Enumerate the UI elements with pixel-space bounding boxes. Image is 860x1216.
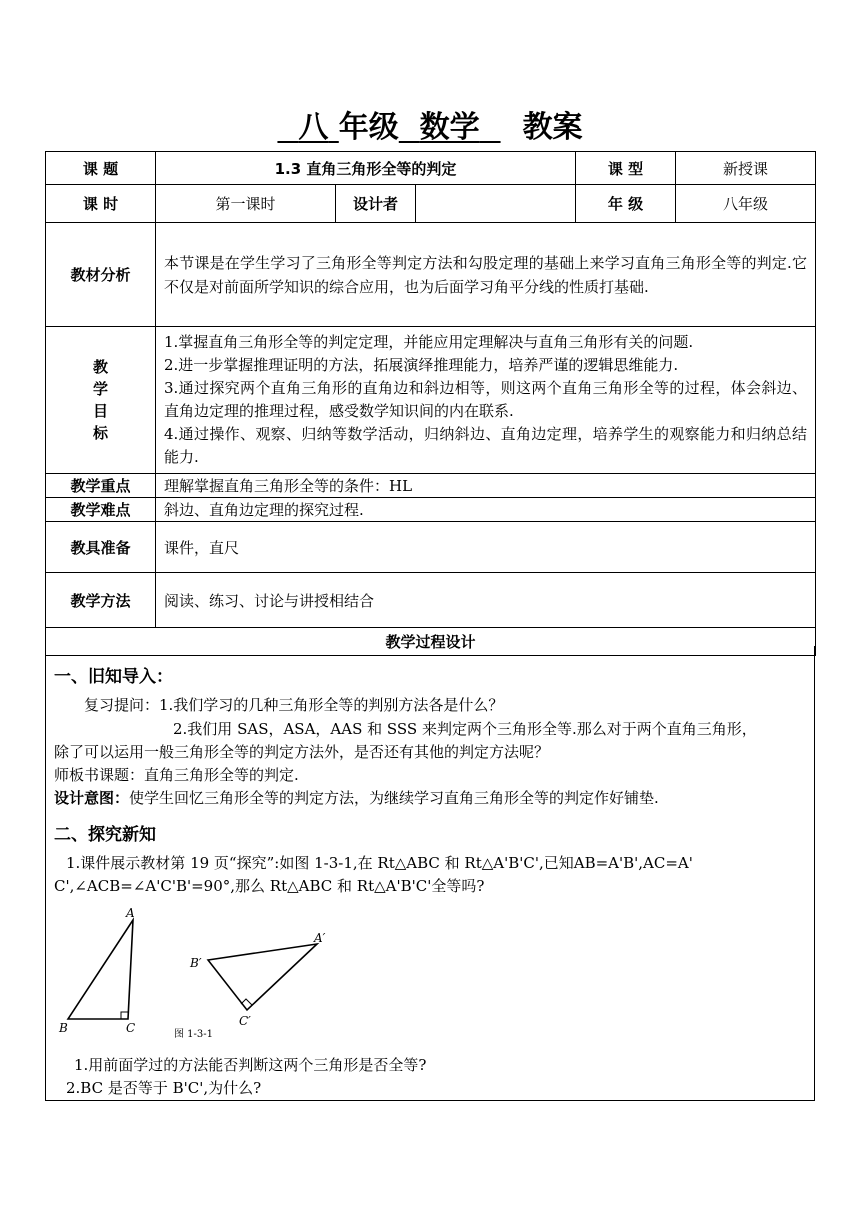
question-1: 1.用前面学过的方法能否判断这两个三角形是否全等? bbox=[74, 1056, 427, 1074]
tools-label: 教具准备 bbox=[46, 522, 156, 573]
explore-line-2: C',∠ACB=∠A'C'B'=90°,那么 Rt△ABC 和 Rt△A'B'C'全等吗? bbox=[54, 877, 485, 895]
difficulty-text: 斜边、直角边定理的探究过程. bbox=[156, 498, 816, 522]
goal-item: 1.掌握直角三角形全等的判定定理，并能应用定理解决与直角三角形有关的问题. bbox=[164, 333, 694, 351]
analysis-label: 教材分析 bbox=[46, 223, 156, 327]
period-value: 第一课时 bbox=[156, 185, 336, 223]
board-title: 师板书课题：直角三角形全等的判定. bbox=[54, 766, 299, 784]
label-a-prime: A′ bbox=[314, 931, 326, 945]
goal-item: 3.通过探究两个直角三角形的直角边和斜边相等，则这两个直角三角形全等的过程，体会斜边、直角边定理的推理过程，感受数学知识间的内在联系. bbox=[164, 379, 808, 420]
triangle-a2b2c2 bbox=[208, 944, 317, 1010]
label-b: B bbox=[59, 1021, 68, 1035]
key-point-text: 理解掌握直角三角形全等的条件：HL bbox=[156, 474, 816, 498]
designer-value bbox=[416, 185, 576, 223]
type-value: 新授课 bbox=[676, 152, 816, 185]
method-text: 阅读、练习、讨论与讲授相结合 bbox=[156, 573, 816, 628]
section2-heading: 二、探究新知 bbox=[54, 825, 156, 845]
difficulty-label: 教学难点 bbox=[46, 498, 156, 522]
review-question-2b: 除了可以运用一般三角形全等的判定方法外，是否还有其他的判定方法呢？ bbox=[54, 743, 550, 761]
triangle-abc bbox=[68, 920, 133, 1019]
label-a: A bbox=[126, 906, 135, 920]
grade-label: 年 级 bbox=[576, 185, 676, 223]
grade-value: 八年级 bbox=[676, 185, 816, 223]
goal-item: 4.通过操作、观察、归纳等数学活动，归纳斜边、直角边定理，培养学生的观察能力和归纳总结能力. bbox=[164, 425, 808, 466]
right-angle-mark-c bbox=[121, 1012, 128, 1019]
design-intent: 设计意图：使学生回忆三角形全等的判定方法，为继续学习直角三角形全等的判定作好铺垫. bbox=[54, 789, 659, 807]
analysis-text: 本节课是在学生学习了三角形全等判定方法和勾股定理的基础上来学习直角三角形全等的判定.它不仅是对前面所学知识的综合应用，也为后面学习角平分线的性质打基础. bbox=[156, 223, 816, 327]
type-label: 课 型 bbox=[576, 152, 676, 185]
page-title: 八 年级 数学 教案 bbox=[298, 110, 583, 145]
explore-line-1: 1.课件展示教材第 19 页“探究”:如图 1-3-1,在 Rt△ABC 和 Rt△A'B'C',已知AB=A'B',AC=A' bbox=[66, 854, 693, 872]
designer-label: 设计者 bbox=[336, 185, 416, 223]
review-question-1: 复习提问：1.我们学习的几种三角形全等的判别方法各是什么？ bbox=[84, 696, 504, 714]
goals-label: 教 学 目 标 bbox=[46, 327, 156, 474]
process-title: 教学过程设计 bbox=[46, 628, 816, 656]
period-label: 课 时 bbox=[46, 185, 156, 223]
lesson-info-table bbox=[45, 151, 816, 656]
figure-1-3-1 bbox=[46, 902, 376, 1042]
tools-text: 课件，直尺 bbox=[156, 522, 816, 573]
question-2: 2.BC 是否等于 B'C',为什么? bbox=[66, 1079, 262, 1097]
figure-caption: 图 1-3-1 bbox=[174, 1029, 214, 1040]
goals-list bbox=[156, 327, 816, 474]
goal-item: 2.进一步掌握推理证明的方法，拓展演绎推理能力，培养严谨的逻辑思维能力. bbox=[164, 356, 679, 374]
section1-heading: 一、旧知导入： bbox=[54, 667, 173, 687]
method-label: 教学方法 bbox=[46, 573, 156, 628]
process-section bbox=[45, 646, 815, 1101]
key-point-label: 教学重点 bbox=[46, 474, 156, 498]
label-c-prime: C′ bbox=[239, 1014, 251, 1028]
topic-label: 课 题 bbox=[46, 152, 156, 185]
topic-value: 1.3 直角三角形全等的判定 bbox=[156, 152, 576, 185]
label-c: C bbox=[126, 1021, 136, 1035]
review-question-2a: 2.我们用 SAS，ASA，AAS 和 SSS 来判定两个三角形全等.那么对于两个直角三角形， bbox=[173, 720, 757, 738]
label-b-prime: B′ bbox=[190, 956, 202, 970]
